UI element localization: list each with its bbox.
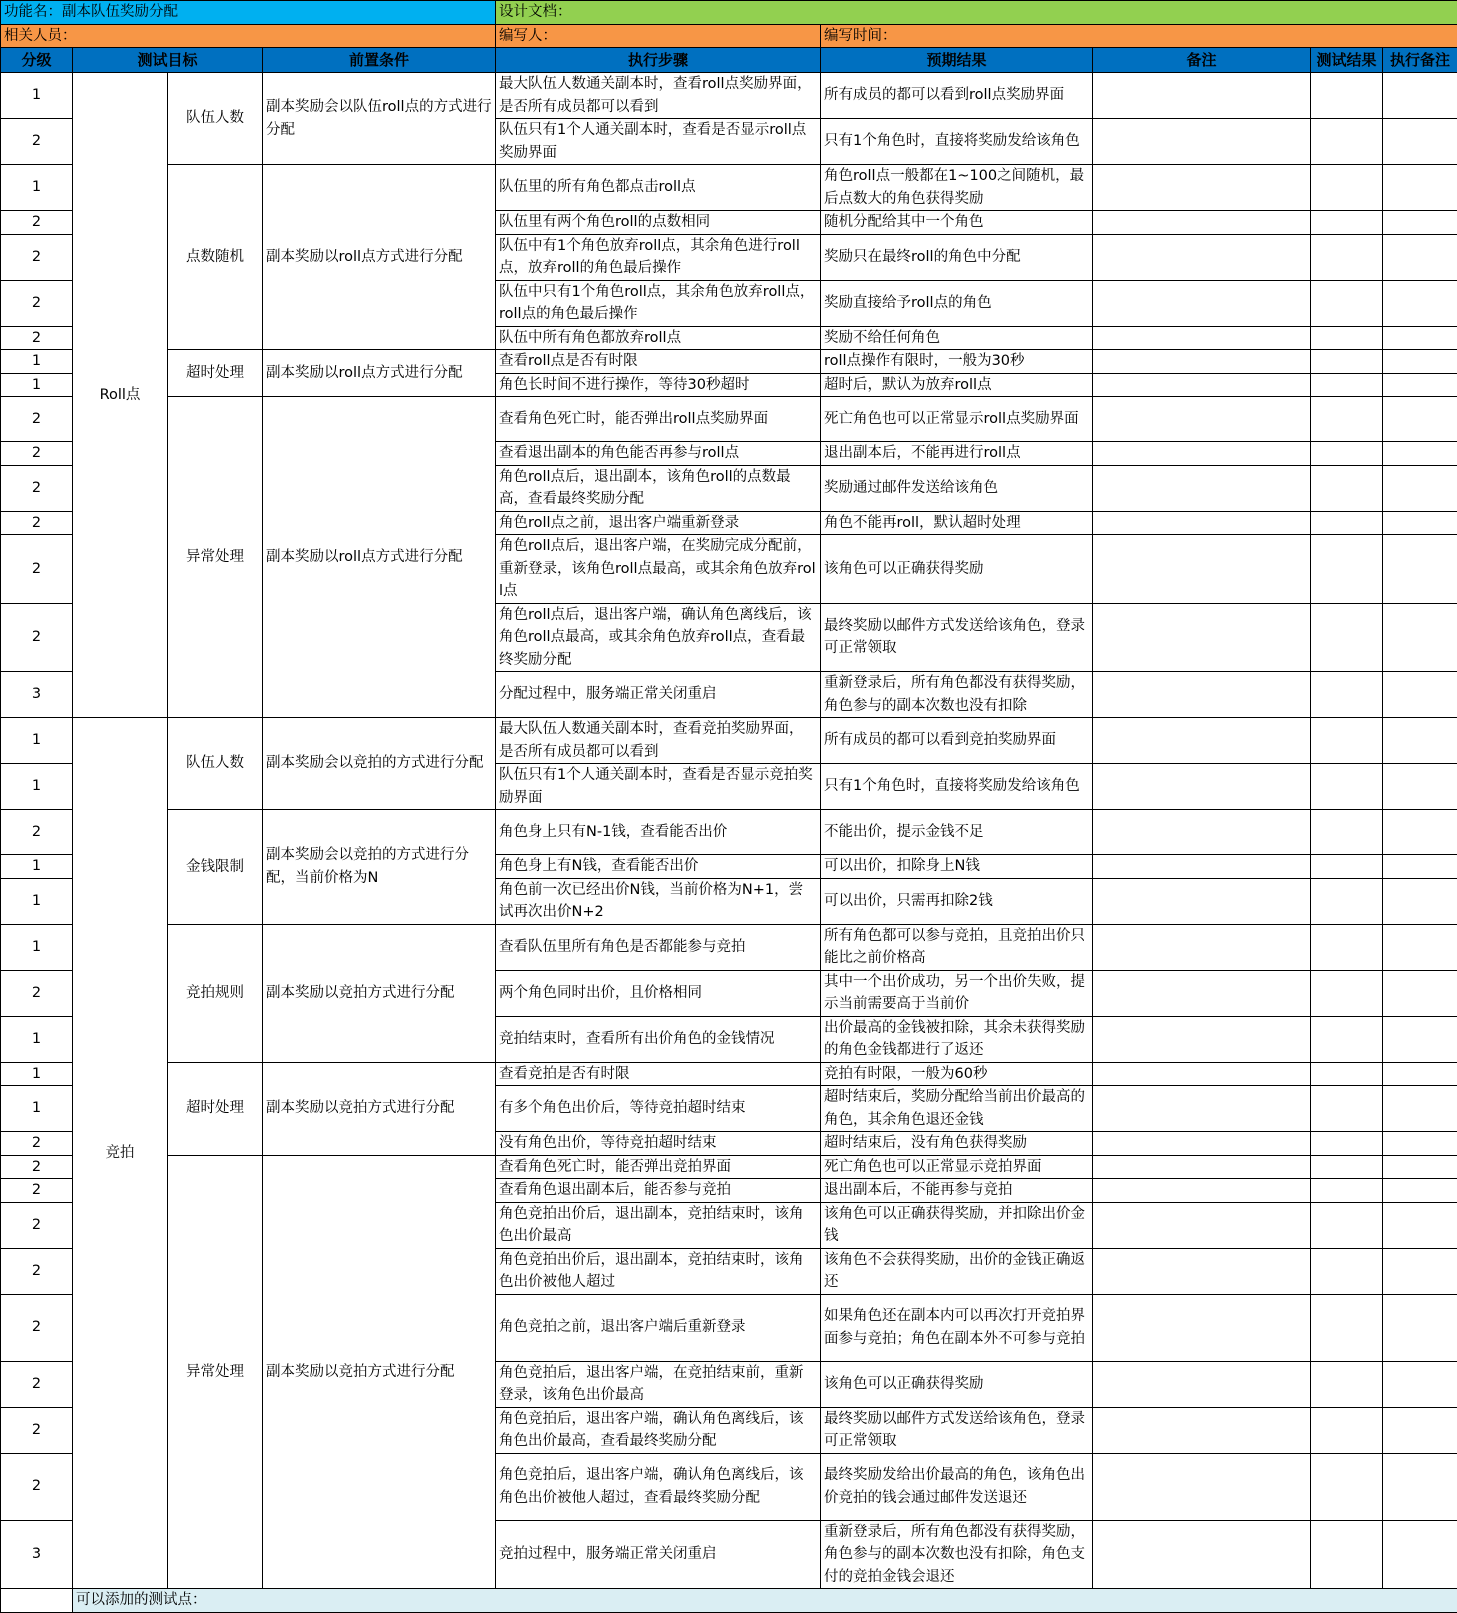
footer-blank-cell[interactable] — [1, 1589, 73, 1613]
level-cell[interactable]: 1 — [1, 718, 73, 764]
col-expected-header[interactable]: 预期结果 — [821, 48, 1093, 73]
level-cell[interactable]: 2 — [1, 465, 73, 511]
feature-name-cell[interactable]: 功能名：副本队伍奖励分配 — [1, 1, 496, 25]
steps-cell[interactable]: 竞拍结束时，查看所有出价角色的金钱情况 — [496, 1016, 821, 1062]
expected-cell[interactable]: 出价最高的金钱被扣除，其余未获得奖励的角色金钱都进行了返还 — [821, 1016, 1093, 1062]
steps-cell[interactable]: 角色roll点后，退出客户端，在奖励完成分配前，重新登录，该角色roll点最高，或其余角色放弃roll点 — [496, 535, 821, 604]
test-case-row — [1, 1155, 1457, 1179]
level-cell[interactable]: 2 — [1, 211, 73, 235]
steps-cell[interactable]: 角色roll点后，退出副本，该角色roll的点数最高，查看最终奖励分配 — [496, 465, 821, 511]
exec-notes-cell[interactable] — [1383, 672, 1457, 718]
level-cell[interactable]: 2 — [1, 1202, 73, 1248]
precondition-cell[interactable]: 副本奖励会以竞拍的方式进行分配，当前价格为N — [263, 810, 496, 925]
steps-cell[interactable]: 角色roll点之前，退出客户端重新登录 — [496, 511, 821, 535]
exec-notes-cell[interactable] — [1383, 764, 1457, 810]
expected-cell[interactable]: 最终奖励以邮件方式发送给该角色，登录可正常领取 — [821, 603, 1093, 672]
expected-cell[interactable]: 超时结束后，没有角色获得奖励 — [821, 1132, 1093, 1156]
exec-notes-cell[interactable] — [1383, 1202, 1457, 1248]
expected-cell[interactable]: 退出副本后，不能再进行roll点 — [821, 442, 1093, 466]
expected-cell[interactable]: 随机分配给其中一个角色 — [821, 211, 1093, 235]
exec-notes-cell[interactable] — [1383, 373, 1457, 397]
expected-cell[interactable]: 该角色可以正确获得奖励，并扣除出价金钱 — [821, 1202, 1093, 1248]
test-result-cell[interactable] — [1311, 165, 1383, 211]
notes-cell[interactable] — [1093, 465, 1311, 511]
expected-cell[interactable]: 角色roll点一般都在1~100之间随机，最后点数大的角色获得奖励 — [821, 165, 1093, 211]
exec-notes-cell[interactable] — [1383, 1248, 1457, 1294]
test-result-cell[interactable] — [1311, 1155, 1383, 1179]
expected-cell[interactable]: 只有1个角色时，直接将奖励发给该角色 — [821, 764, 1093, 810]
steps-cell[interactable]: 有多个角色出价后，等待竞拍超时结束 — [496, 1086, 821, 1132]
test-result-cell[interactable] — [1311, 855, 1383, 879]
author-cell[interactable]: 编写人： — [496, 24, 821, 48]
level-cell[interactable]: 2 — [1, 970, 73, 1016]
level-cell[interactable]: 2 — [1, 234, 73, 280]
level-cell[interactable]: 2 — [1, 1407, 73, 1453]
expected-cell[interactable]: 重新登录后，所有角色都没有获得奖励，角色参与的副本次数也没有扣除，角色支付的竞拍金钱会退还 — [821, 1520, 1093, 1589]
notes-cell[interactable] — [1093, 603, 1311, 672]
steps-cell[interactable]: 队伍只有1个人通关副本时，查看是否显示竞拍奖励界面 — [496, 764, 821, 810]
expected-cell[interactable]: 奖励直接给予roll点的角色 — [821, 280, 1093, 326]
target-cell[interactable]: 超时处理 — [168, 350, 263, 397]
test-case-row — [1, 397, 1457, 442]
notes-cell[interactable] — [1093, 511, 1311, 535]
test-result-cell[interactable] — [1311, 350, 1383, 374]
precondition-cell[interactable]: 副本奖励以竞拍方式进行分配 — [263, 1062, 496, 1155]
exec-notes-cell[interactable] — [1383, 924, 1457, 970]
level-cell[interactable]: 2 — [1, 1248, 73, 1294]
notes-cell[interactable] — [1093, 924, 1311, 970]
precondition-cell[interactable]: 副本奖励以roll点方式进行分配 — [263, 165, 496, 350]
footer-add-points-cell[interactable]: 可以添加的测试点： — [73, 1589, 1457, 1613]
notes-cell[interactable] — [1093, 1179, 1311, 1203]
exec-notes-cell[interactable] — [1383, 1407, 1457, 1453]
col-precondition-header[interactable]: 前置条件 — [263, 48, 496, 73]
test-result-cell[interactable] — [1311, 326, 1383, 350]
test-result-cell[interactable] — [1311, 211, 1383, 235]
level-cell[interactable]: 1 — [1, 1016, 73, 1062]
group-cell[interactable]: 竞拍 — [73, 718, 168, 1589]
level-cell[interactable]: 2 — [1, 326, 73, 350]
test-case-row — [1, 924, 1457, 970]
test-result-cell[interactable] — [1311, 1086, 1383, 1132]
test-result-cell[interactable] — [1311, 1179, 1383, 1203]
test-result-cell[interactable] — [1311, 764, 1383, 810]
personnel-cell[interactable]: 相关人员： — [1, 24, 496, 48]
group-cell[interactable]: Roll点 — [73, 73, 168, 718]
expected-cell[interactable]: 重新登录后，所有角色都没有获得奖励，角色参与的副本次数也没有扣除 — [821, 672, 1093, 718]
notes-cell[interactable] — [1093, 672, 1311, 718]
test-result-cell[interactable] — [1311, 1361, 1383, 1407]
level-cell[interactable]: 2 — [1, 442, 73, 466]
precondition-cell[interactable]: 副本奖励会以竞拍的方式进行分配 — [263, 718, 496, 810]
col-exec-notes-header[interactable]: 执行备注 — [1383, 48, 1457, 73]
level-cell[interactable]: 2 — [1, 1453, 73, 1520]
test-result-cell[interactable] — [1311, 878, 1383, 924]
exec-notes-cell[interactable] — [1383, 1453, 1457, 1520]
notes-cell[interactable] — [1093, 1016, 1311, 1062]
test-result-cell[interactable] — [1311, 1016, 1383, 1062]
expected-cell[interactable]: 只有1个角色时，直接将奖励发给该角色 — [821, 119, 1093, 165]
test-result-cell[interactable] — [1311, 718, 1383, 764]
expected-cell[interactable]: 奖励只在最终roll的角色中分配 — [821, 234, 1093, 280]
steps-cell[interactable]: 查看角色死亡时，能否弹出竞拍界面 — [496, 1155, 821, 1179]
steps-cell[interactable]: 没有角色出价，等待竞拍超时结束 — [496, 1132, 821, 1156]
notes-cell[interactable] — [1093, 1294, 1311, 1361]
level-cell[interactable]: 2 — [1, 511, 73, 535]
test-result-cell[interactable] — [1311, 1132, 1383, 1156]
exec-notes-cell[interactable] — [1383, 1062, 1457, 1086]
notes-cell[interactable] — [1093, 280, 1311, 326]
level-cell[interactable]: 1 — [1, 1086, 73, 1132]
exec-notes-cell[interactable] — [1383, 397, 1457, 442]
steps-cell[interactable]: 角色竞拍后，退出客户端，确认角色离线后，该角色出价最高，查看最终奖励分配 — [496, 1407, 821, 1453]
expected-cell[interactable]: 超时结束后，奖励分配给当前出价最高的角色，其余角色退还金钱 — [821, 1086, 1093, 1132]
test-result-cell[interactable] — [1311, 465, 1383, 511]
target-cell[interactable]: 异常处理 — [168, 397, 263, 718]
exec-notes-cell[interactable] — [1383, 73, 1457, 119]
exec-notes-cell[interactable] — [1383, 718, 1457, 764]
expected-cell[interactable]: 如果角色还在副本内可以再次打开竞拍界面参与竞拍；角色在副本外不可参与竞拍 — [821, 1294, 1093, 1361]
steps-cell[interactable]: 角色竞拍出价后，退出副本，竞拍结束时，该角色出价被他人超过 — [496, 1248, 821, 1294]
expected-cell[interactable]: 最终奖励发给出价最高的角色，该角色出价竞拍的钱会通过邮件发送退还 — [821, 1453, 1093, 1520]
steps-cell[interactable]: 角色roll点后，退出客户端，确认角色离线后，该角色roll点最高，或其余角色放弃roll点，查看最终奖励分配 — [496, 603, 821, 672]
level-cell[interactable]: 1 — [1, 764, 73, 810]
expected-cell[interactable]: 死亡角色也可以正常显示roll点奖励界面 — [821, 397, 1093, 442]
steps-cell[interactable]: 队伍里有两个角色roll的点数相同 — [496, 211, 821, 235]
target-cell[interactable]: 金钱限制 — [168, 810, 263, 925]
precondition-cell[interactable]: 副本奖励以roll点方式进行分配 — [263, 350, 496, 397]
test-result-cell[interactable] — [1311, 119, 1383, 165]
exec-notes-cell[interactable] — [1383, 855, 1457, 879]
exec-notes-cell[interactable] — [1383, 1132, 1457, 1156]
notes-cell[interactable] — [1093, 810, 1311, 855]
exec-notes-cell[interactable] — [1383, 119, 1457, 165]
expected-cell[interactable]: roll点操作有限时，一般为30秒 — [821, 350, 1093, 374]
expected-cell[interactable]: 其中一个出价成功，另一个出价失败，提示当前需要高于当前价 — [821, 970, 1093, 1016]
exec-notes-cell[interactable] — [1383, 603, 1457, 672]
test-result-cell[interactable] — [1311, 1202, 1383, 1248]
steps-cell[interactable]: 队伍中只有1个角色roll点，其余角色放弃roll点，roll点的角色最后操作 — [496, 280, 821, 326]
test-result-cell[interactable] — [1311, 535, 1383, 604]
test-case-row — [1, 73, 1457, 119]
steps-cell[interactable]: 分配过程中，服务端正常关闭重启 — [496, 672, 821, 718]
info-row — [1, 24, 1457, 48]
exec-notes-cell[interactable] — [1383, 1086, 1457, 1132]
notes-cell[interactable] — [1093, 234, 1311, 280]
exec-notes-cell[interactable] — [1383, 1016, 1457, 1062]
target-cell[interactable]: 队伍人数 — [168, 73, 263, 165]
expected-cell[interactable]: 该角色不会获得奖励，出价的金钱正确返还 — [821, 1248, 1093, 1294]
notes-cell[interactable] — [1093, 1086, 1311, 1132]
exec-notes-cell[interactable] — [1383, 442, 1457, 466]
steps-cell[interactable]: 队伍中所有角色都放弃roll点 — [496, 326, 821, 350]
level-cell[interactable]: 2 — [1, 535, 73, 604]
test-case-row — [1, 1062, 1457, 1086]
test-result-cell[interactable] — [1311, 603, 1383, 672]
steps-cell[interactable]: 最大队伍人数通关副本时，查看roll点奖励界面，是否所有成员都可以看到 — [496, 73, 821, 119]
target-cell[interactable]: 队伍人数 — [168, 718, 263, 810]
exec-notes-cell[interactable] — [1383, 1179, 1457, 1203]
level-cell[interactable]: 1 — [1, 924, 73, 970]
precondition-cell[interactable]: 副本奖励会以队伍roll点的方式进行分配 — [263, 73, 496, 165]
expected-cell[interactable]: 所有成员的都可以看到竞拍奖励界面 — [821, 718, 1093, 764]
test-result-cell[interactable] — [1311, 397, 1383, 442]
exec-notes-cell[interactable] — [1383, 350, 1457, 374]
steps-cell[interactable]: 查看角色死亡时，能否弹出roll点奖励界面 — [496, 397, 821, 442]
test-result-cell[interactable] — [1311, 810, 1383, 855]
level-cell[interactable]: 2 — [1, 1361, 73, 1407]
steps-cell[interactable]: 竞拍过程中，服务端正常关闭重启 — [496, 1520, 821, 1589]
notes-cell[interactable] — [1093, 350, 1311, 374]
expected-cell[interactable]: 该角色可以正确获得奖励 — [821, 535, 1093, 604]
exec-notes-cell[interactable] — [1383, 280, 1457, 326]
notes-cell[interactable] — [1093, 326, 1311, 350]
exec-notes-cell[interactable] — [1383, 810, 1457, 855]
exec-notes-cell[interactable] — [1383, 1294, 1457, 1361]
notes-cell[interactable] — [1093, 970, 1311, 1016]
precondition-cell[interactable]: 副本奖励以roll点方式进行分配 — [263, 397, 496, 718]
precondition-cell[interactable]: 副本奖励以竞拍方式进行分配 — [263, 1155, 496, 1589]
notes-cell[interactable] — [1093, 855, 1311, 879]
exec-notes-cell[interactable] — [1383, 1155, 1457, 1179]
notes-cell[interactable] — [1093, 718, 1311, 764]
level-cell[interactable]: 2 — [1, 1294, 73, 1361]
test-result-cell[interactable] — [1311, 970, 1383, 1016]
level-cell[interactable]: 1 — [1, 1062, 73, 1086]
notes-cell[interactable] — [1093, 878, 1311, 924]
notes-cell[interactable] — [1093, 1520, 1311, 1589]
steps-cell[interactable]: 角色前一次已经出价N钱，当前价格为N+1，尝试再次出价N+2 — [496, 878, 821, 924]
level-cell[interactable]: 2 — [1, 810, 73, 855]
target-cell[interactable]: 超时处理 — [168, 1062, 263, 1155]
expected-cell[interactable]: 最终奖励以邮件方式发送给该角色，登录可正常领取 — [821, 1407, 1093, 1453]
notes-cell[interactable] — [1093, 1155, 1311, 1179]
level-cell[interactable]: 2 — [1, 397, 73, 442]
notes-cell[interactable] — [1093, 1248, 1311, 1294]
write-time-cell[interactable]: 编写时间： — [821, 24, 1457, 48]
test-result-cell[interactable] — [1311, 73, 1383, 119]
steps-cell[interactable]: 查看退出副本的角色能否再参与roll点 — [496, 442, 821, 466]
level-cell[interactable]: 2 — [1, 280, 73, 326]
steps-cell[interactable]: 角色竞拍后，退出客户端，确认角色离线后，该角色出价被他人超过，查看最终奖励分配 — [496, 1453, 821, 1520]
exec-notes-cell[interactable] — [1383, 465, 1457, 511]
steps-cell[interactable]: 队伍只有1个人通关副本时，查看是否显示roll点奖励界面 — [496, 119, 821, 165]
level-cell[interactable]: 2 — [1, 1132, 73, 1156]
test-result-cell[interactable] — [1311, 1407, 1383, 1453]
level-cell[interactable]: 1 — [1, 73, 73, 119]
notes-cell[interactable] — [1093, 1132, 1311, 1156]
exec-notes-cell[interactable] — [1383, 1520, 1457, 1589]
precondition-cell[interactable]: 副本奖励以竞拍方式进行分配 — [263, 924, 496, 1062]
level-cell[interactable]: 2 — [1, 119, 73, 165]
steps-cell[interactable]: 最大队伍人数通关副本时，查看竞拍奖励界面，是否所有成员都可以看到 — [496, 718, 821, 764]
test-result-cell[interactable] — [1311, 1248, 1383, 1294]
notes-cell[interactable] — [1093, 73, 1311, 119]
test-result-cell[interactable] — [1311, 280, 1383, 326]
level-cell[interactable]: 3 — [1, 672, 73, 718]
notes-cell[interactable] — [1093, 165, 1311, 211]
col-target-header[interactable]: 测试目标 — [73, 48, 263, 73]
level-cell[interactable]: 1 — [1, 373, 73, 397]
column-header-row — [1, 48, 1457, 73]
exec-notes-cell[interactable] — [1383, 211, 1457, 235]
notes-cell[interactable] — [1093, 442, 1311, 466]
expected-cell[interactable]: 所有成员的都可以看到roll点奖励界面 — [821, 73, 1093, 119]
test-case-row — [1, 810, 1457, 855]
exec-notes-cell[interactable] — [1383, 511, 1457, 535]
test-result-cell[interactable] — [1311, 234, 1383, 280]
steps-cell[interactable]: 角色竞拍后，退出客户端，在竞拍结束前，重新登录，该角色出价最高 — [496, 1361, 821, 1407]
expected-cell[interactable]: 死亡角色也可以正常显示竞拍界面 — [821, 1155, 1093, 1179]
footer-row — [1, 1589, 1457, 1613]
notes-cell[interactable] — [1093, 1361, 1311, 1407]
steps-cell[interactable]: 查看角色退出副本后，能否参与竞拍 — [496, 1179, 821, 1203]
exec-notes-cell[interactable] — [1383, 165, 1457, 211]
col-steps-header[interactable]: 执行步骤 — [496, 48, 821, 73]
test-result-cell[interactable] — [1311, 1520, 1383, 1589]
steps-cell[interactable]: 两个角色同时出价，且价格相同 — [496, 970, 821, 1016]
notes-cell[interactable] — [1093, 1407, 1311, 1453]
expected-cell[interactable]: 退出副本后，不能再参与竞拍 — [821, 1179, 1093, 1203]
test-result-cell[interactable] — [1311, 1294, 1383, 1361]
steps-cell[interactable]: 查看roll点是否有时限 — [496, 350, 821, 374]
expected-cell[interactable]: 奖励通过邮件发送给该角色 — [821, 465, 1093, 511]
notes-cell[interactable] — [1093, 1062, 1311, 1086]
target-cell[interactable]: 竞拍规则 — [168, 924, 263, 1062]
level-cell[interactable]: 3 — [1, 1520, 73, 1589]
steps-cell[interactable]: 角色身上只有N-1钱，查看能否出价 — [496, 810, 821, 855]
steps-cell[interactable]: 角色长时间不进行操作，等待30秒超时 — [496, 373, 821, 397]
test-result-cell[interactable] — [1311, 373, 1383, 397]
expected-cell[interactable]: 可以出价，只需再扣除2钱 — [821, 878, 1093, 924]
level-cell[interactable]: 1 — [1, 350, 73, 374]
notes-cell[interactable] — [1093, 211, 1311, 235]
expected-cell[interactable]: 超时后，默认为放弃roll点 — [821, 373, 1093, 397]
expected-cell[interactable]: 竞拍有时限，一般为60秒 — [821, 1062, 1093, 1086]
expected-cell[interactable]: 该角色可以正确获得奖励 — [821, 1361, 1093, 1407]
expected-cell[interactable]: 不能出价，提示金钱不足 — [821, 810, 1093, 855]
col-result-header[interactable]: 测试结果 — [1311, 48, 1383, 73]
test-case-row — [1, 718, 1457, 764]
steps-cell[interactable]: 队伍里的所有角色都点击roll点 — [496, 165, 821, 211]
notes-cell[interactable] — [1093, 373, 1311, 397]
col-level-header[interactable]: 分级 — [1, 48, 73, 73]
expected-cell[interactable]: 角色不能再roll，默认超时处理 — [821, 511, 1093, 535]
test-result-cell[interactable] — [1311, 672, 1383, 718]
level-cell[interactable]: 2 — [1, 1155, 73, 1179]
expected-cell[interactable]: 可以出价，扣除身上N钱 — [821, 855, 1093, 879]
level-cell[interactable]: 2 — [1, 603, 73, 672]
steps-cell[interactable]: 角色竞拍之前，退出客户端后重新登录 — [496, 1294, 821, 1361]
title-row — [1, 1, 1457, 25]
notes-cell[interactable] — [1093, 1202, 1311, 1248]
target-cell[interactable]: 异常处理 — [168, 1155, 263, 1589]
exec-notes-cell[interactable] — [1383, 326, 1457, 350]
test-result-cell[interactable] — [1311, 924, 1383, 970]
level-cell[interactable]: 1 — [1, 165, 73, 211]
exec-notes-cell[interactable] — [1383, 970, 1457, 1016]
exec-notes-cell[interactable] — [1383, 535, 1457, 604]
exec-notes-cell[interactable] — [1383, 234, 1457, 280]
steps-cell[interactable]: 队伍中有1个角色放弃roll点，其余角色进行roll点，放弃roll的角色最后操作 — [496, 234, 821, 280]
notes-cell[interactable] — [1093, 535, 1311, 604]
col-notes-header[interactable]: 备注 — [1093, 48, 1311, 73]
test-result-cell[interactable] — [1311, 511, 1383, 535]
test-case-row — [1, 350, 1457, 374]
level-cell[interactable]: 1 — [1, 855, 73, 879]
notes-cell[interactable] — [1093, 764, 1311, 810]
test-result-cell[interactable] — [1311, 442, 1383, 466]
steps-cell[interactable]: 查看队伍里所有角色是否都能参与竞拍 — [496, 924, 821, 970]
test-result-cell[interactable] — [1311, 1062, 1383, 1086]
design-doc-cell[interactable]: 设计文档： — [496, 1, 1457, 25]
notes-cell[interactable] — [1093, 119, 1311, 165]
steps-cell[interactable]: 角色竞拍出价后，退出副本，竞拍结束时，该角色出价最高 — [496, 1202, 821, 1248]
steps-cell[interactable]: 角色身上有N钱，查看能否出价 — [496, 855, 821, 879]
notes-cell[interactable] — [1093, 1453, 1311, 1520]
exec-notes-cell[interactable] — [1383, 878, 1457, 924]
expected-cell[interactable]: 奖励不给任何角色 — [821, 326, 1093, 350]
steps-cell[interactable]: 查看竞拍是否有时限 — [496, 1062, 821, 1086]
test-result-cell[interactable] — [1311, 1453, 1383, 1520]
exec-notes-cell[interactable] — [1383, 1361, 1457, 1407]
level-cell[interactable]: 2 — [1, 1179, 73, 1203]
expected-cell[interactable]: 所有角色都可以参与竞拍，且竞拍出价只能比之前价格高 — [821, 924, 1093, 970]
level-cell[interactable]: 1 — [1, 878, 73, 924]
notes-cell[interactable] — [1093, 397, 1311, 442]
test-case-row — [1, 165, 1457, 211]
target-cell[interactable]: 点数随机 — [168, 165, 263, 350]
